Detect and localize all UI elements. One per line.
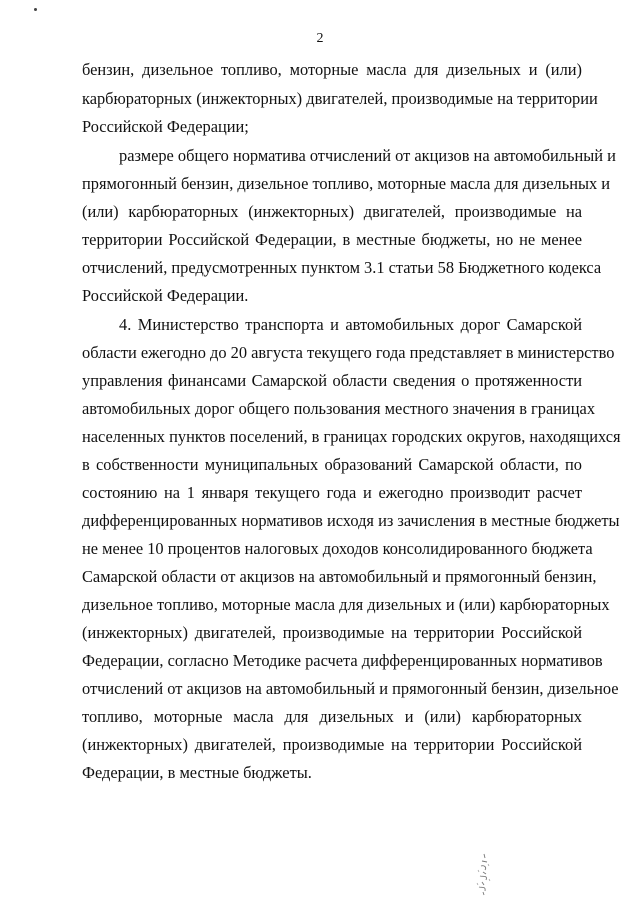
handwritten-mark (470, 852, 500, 896)
text-line: автомобильных дорог общего пользования местного значения в границах (82, 399, 596, 418)
text-line: Федерации, в местные бюджеты. (82, 763, 312, 782)
text-line: Российской Федерации; (82, 117, 249, 136)
text-line: (инжекторных) двигателей, производимые на территории Российской (82, 735, 582, 754)
text-line: дизельное топливо, моторные масла для дизельных и (или) карбюраторных (82, 595, 610, 614)
text-line: населенных пунктов поселений, в границах городских округов, находящихся (82, 427, 621, 446)
text-line: (инжекторных) двигателей, производимые на территории Российской (82, 623, 582, 642)
text-line: состоянию на 1 января текущего года и ежегодно производит расчет (82, 483, 582, 502)
text-line: в собственности муниципальных образований Самарской области, по (82, 455, 582, 474)
text-line: отчислений от акцизов на автомобильный и прямогонный бензин, дизельное (82, 679, 619, 698)
text-line: области ежегодно до 20 августа текущего года представляет в министерство (82, 343, 615, 362)
text-line: дифференцированных нормативов исходя из зачисления в местные бюджеты (82, 511, 620, 530)
text-line: не менее 10 процентов налоговых доходов консолидированного бюджета (82, 539, 593, 558)
text-line: Самарской области от акцизов на автомобильный и прямогонный бензин, (82, 567, 597, 586)
text-line: Федерации, согласно Методике расчета дифференцированных нормативов (82, 651, 603, 670)
text-line: отчислений, предусмотренных пунктом 3.1 статьи 58 Бюджетного кодекса (82, 258, 602, 277)
text-line: Российской Федерации. (82, 286, 249, 305)
text-line: карбюраторных (инжекторных) двигателей, производимые на территории (82, 89, 598, 108)
text-line: топливо, моторные масла для дизельных и (или) карбюраторных (82, 707, 582, 726)
text-line: (или) карбюраторных (инжекторных) двигателей, производимые на (82, 202, 582, 221)
scan-dot-mark (34, 8, 37, 11)
text-line: бензин, дизельное топливо, моторные масла для дизельных и (или) (82, 60, 582, 79)
text-line: управления финансами Самарской области сведения о протяженности (82, 371, 582, 390)
text-line: размере общего норматива отчислений от акцизов на автомобильный и (119, 146, 616, 165)
page-number: 2 (316, 31, 324, 46)
text-line: прямогонный бензин, дизельное топливо, моторные масла для дизельных и (82, 174, 611, 193)
text-line: 4. Министерство транспорта и автомобильных дорог Самарской (119, 315, 582, 334)
text-line: территории Российской Федерации, в местные бюджеты, но не менее (82, 230, 582, 249)
